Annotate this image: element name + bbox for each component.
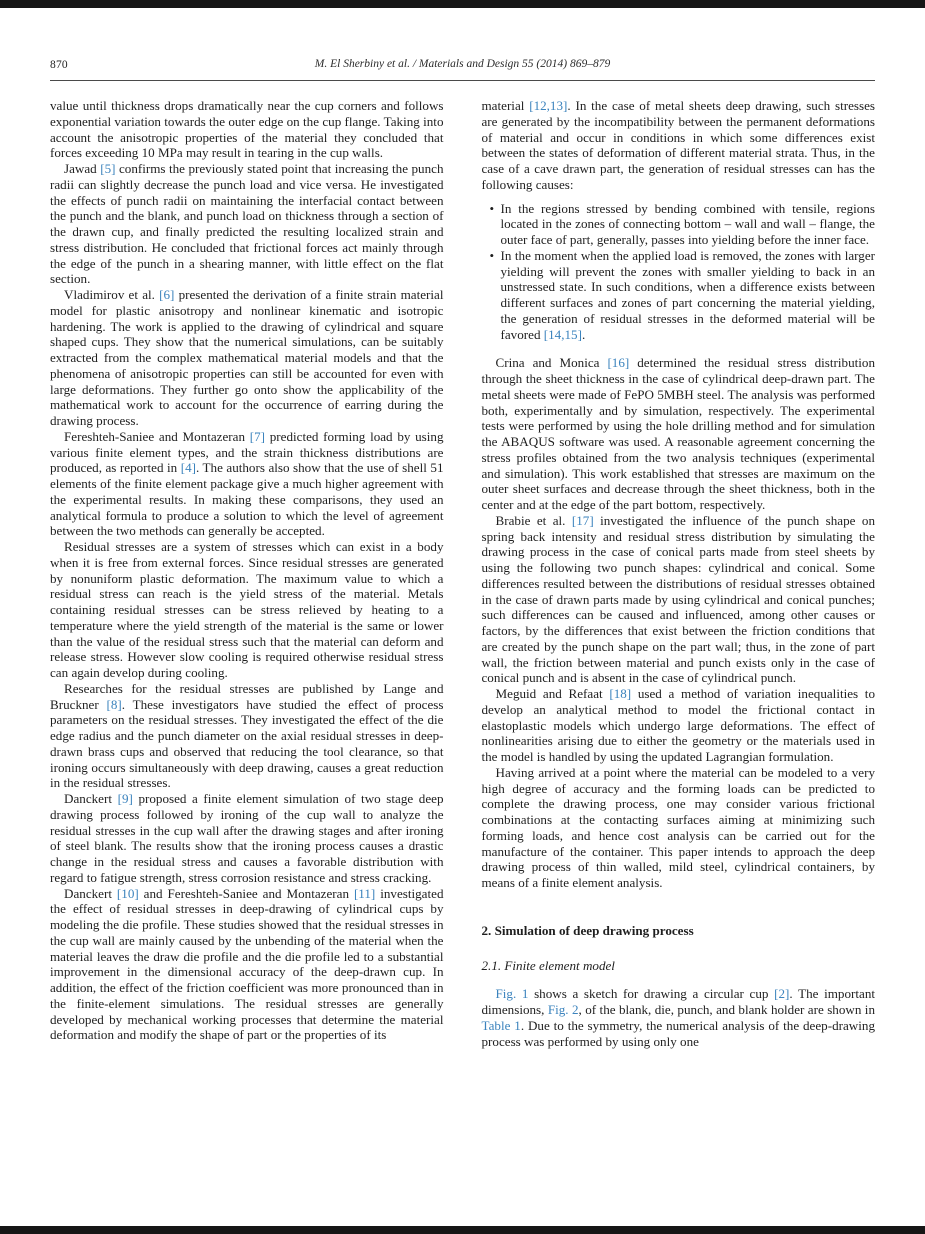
right-column	[482, 98, 876, 1049]
citation-link[interactable]: [7]	[249, 428, 266, 444]
citation-link[interactable]: [17]	[571, 512, 594, 528]
citation-link[interactable]: [14,15]	[543, 326, 582, 342]
section-heading: 2. Simulation of deep drawing process	[481, 922, 694, 938]
page-bottom-edge	[0, 1226, 925, 1234]
citation-link[interactable]: [6]	[159, 287, 175, 302]
citation-link[interactable]: [9]	[117, 791, 133, 806]
two-column-body	[50, 98, 875, 1049]
paragraph: Jawad [5] confirms the previously stated point that increasing the punch radii can slightly decrease the punch load and vice versa. He investigated the effects of punch radii on maintaining the interfacial contact between the punch and the blank, and punch load on thickness through a section of the drawn cup, and finally predicted the resulting localized strain and stress distribution. He concluded that frictional forces act mainly through the edge of the punch in a shearing manner, with little effect on the flat section.	[50, 161, 444, 287]
bullet-item: • In the moment when the applied load is removed, the zones with larger yielding will prevent the zones with smaller yielding to back in an unstressed state. In such conditions, when a difference exists between different surfaces and zones of part concerning the material yielding, the generation of residual stresses in the deformed material will be favored [14,15].	[490, 248, 876, 343]
citation-link[interactable]: [2]	[774, 986, 790, 1002]
subsection-heading: 2.1. Finite element model	[481, 957, 615, 973]
paragraph: Fig. 1 shows a sketch for drawing a circular cup [2]. The important dimensions, Fig. 2, of the blank, die, punch, and blank holder are shown in Table 1. Due to the symmetry, the numerical analysis of the deep-drawing process was performed by using only one	[481, 986, 875, 1049]
citation-link[interactable]: [8]	[106, 696, 122, 712]
paragraph: Crina and Monica [16] determined the residual stress distribution through the sheet thickness in the case of cylindrical deep-drawn part. The metal sheets were made of FePO 5MBH steel. The analysis was performed both, experimentally and by simulation, respectively. The experimental tests were performed by using the hole drilling method and for simulation the ABAQUS software was used. A reasonable agreement concerning the stress profiles obtained from the two analysis techniques (experimental and simulation). This work established that stresses are maximum on the outer sheet surfaces and decrease through the sheet thickness, both in the center and at the edge of the part bottom, respectively.	[481, 355, 875, 512]
paragraph: Danckert [9] proposed a finite element simulation of two stage deep drawing process followed by ironing of the cup wall to analyze the residual stresses in the cup wall after the drawing stages and after ironing of steel blank. The results show that the ironing process causes a drastic change in the residual stress and causes a favorable distribution with regard to fatigue strength, stress corrosion resistance and stress cracking.	[50, 791, 444, 885]
citation-link[interactable]: Fig. 1	[495, 986, 529, 1002]
left-column	[50, 98, 444, 1049]
paragraph: Residual stresses are a system of stresses which can exist in a body when it is free from external forces. Since residual stresses are generated by nonuniform plastic deformation. The maximum value to which a residual stress can reach is the yield stress of the material. Metals containing residual stresses can be stress relieved by heating to a temperature where the yield strength of the material is the same or lower than the value of the residual stress such that the material can deform and release stress. However slow cooling is required otherwise residual stress can again develop during cooling.	[50, 539, 444, 680]
citation-link[interactable]: [11]	[353, 885, 376, 901]
header-rule	[50, 80, 875, 81]
citation-link[interactable]: [4]	[180, 460, 196, 476]
citation-link[interactable]: [10]	[116, 885, 139, 901]
page-top-edge	[0, 0, 925, 8]
bullet-item: • In the regions stressed by bending combined with tensile, regions located in the zones of connecting bottom – wall and wall – flange, the outer face of part, generally, passes into yielding before the inner face.	[490, 201, 876, 248]
paragraph: Vladimirov et al. [6] presented the derivation of a finite strain material model for plastic anisotropy and nonlinear kinematic and isotropic hardening. The work is applied to the drawing of cylindrical and square shaped cups. They show that the numerical simulations, can be suitably extracted from the complex mathematical material models and that the phenomena of anisotropic properties can still be accounted for even with large deformations. They further go onto show the applicability of the mathematical work to account for the occurrence of earring during the drawing process.	[50, 287, 444, 428]
citation-link[interactable]: [5]	[100, 161, 116, 176]
paragraph: Meguid and Refaat [18] used a method of variation inequalities to develop an analytical method to model the frictional contact in elastoplastic models which undergo large deformations. The effect of nonlinearities arising due to either the geometry or the materials used in the model is handled by using the updated Lagrangian formulation.	[481, 686, 875, 764]
page-header	[50, 58, 875, 73]
citation-link[interactable]: Table 1	[481, 1017, 521, 1033]
page-number: 870	[50, 59, 68, 71]
paragraph: value until thickness drops dramatically near the cup corners and follows exponential variation towards the outer edge on the cup flange. Taking into account the anisotropic properties of the material they concluded that forces exceeding 10 MPa may result in tearing in the cup walls.	[50, 98, 444, 161]
paragraph: Fereshteh-Saniee and Montazeran [7] predicted forming load by using various finite element types, and the strain thickness distributions are produced, as reported in [4]. The authors also show that the use of shell 51 elements of the finite element package give a much higher agreement with the experimental results. In making these comparisons, they used an analytical formula to produce a solution to which the level of agreement between the two methods can generally be accepted.	[50, 428, 444, 539]
bullet-list	[482, 201, 876, 343]
paragraph: material [12,13]. In the case of metal sheets deep drawing, such stresses are generated by the incompatibility between the permanent deformations of material and occur in conditions in which some differences exist between the states of deformation of different material strata. Thus, in the case of a cave drawn part, the generation of residual stresses can has the following causes:	[481, 98, 875, 192]
paragraph: Brabie et al. [17] investigated the influence of the punch shape on spring back intensity and residual stress distribution by simulating the drawing process in the case of conical parts made from steel sheets by using the following two punch shapes: cylindrical and conical. Some differences resulted between the distributions of residual stresses obtained in the case of drawn parts made by using cylindrical and conical punches; such differences can be caused and influenced, among other causes or factors, by the differences that exist between the friction conditions that are created by the punch shape on the part wall; thus, in the zone of part wall, the friction between material and punch exists only in the case of conical punch and is absent in the case of cylindrical punch.	[481, 512, 875, 686]
citation-link[interactable]: [12,13]	[529, 98, 568, 113]
paragraph: Researches for the residual stresses are published by Lange and Bruckner [8]. These investigators have studied the effect of process parameters on the residual stresses. They investigated the effect of the die edge radius and the punch diameter on the axial residual stresses in deep-drawn brass cups and observed that reducing the tool clearance, so that ironing occurs simultaneously with deep drawing, causes a great reduction in the residual stresses.	[50, 680, 444, 791]
paragraph: Having arrived at a point where the material can be modeled to a very high degree of accuracy and the forming loads can be predicted to complete the drawing process, one may consider various frictional combinations at the contacting surfaces aiming at minimizing such forming loads, and hence cost analysis can be carried out for the manufacture of the container. This paper intends to approach the deep drawing process of thin walled, mild steel, cylindrical containers, by means of a finite element analysis.	[481, 764, 875, 890]
citation-link[interactable]: Fig. 2	[547, 1002, 579, 1017]
citation-link[interactable]: [16]	[607, 355, 630, 371]
running-head: M. El Sherbiny et al. / Materials and Design 55 (2014) 869–879	[314, 58, 611, 70]
paragraph: Danckert [10] and Fereshteh-Saniee and Montazeran [11] investigated the effect of residual stresses in deep-drawing of cylindrical cups by modeling the die profile. These studies showed that the residual stresses in the cup wall are mainly caused by the unbending of the material when the material leaves the draw die profile and the die profile led to a substantial improvement in the dimensional accuracy of the deep-drawn cup. In addition, the effect of the friction coefficient was more pronounced than in the finite-element simulations. The residual stresses are generally developed by mechanical working processes that determine the material deformation and modify the shape of part or the properties of its	[50, 885, 444, 1043]
citation-link[interactable]: [18]	[609, 686, 632, 701]
